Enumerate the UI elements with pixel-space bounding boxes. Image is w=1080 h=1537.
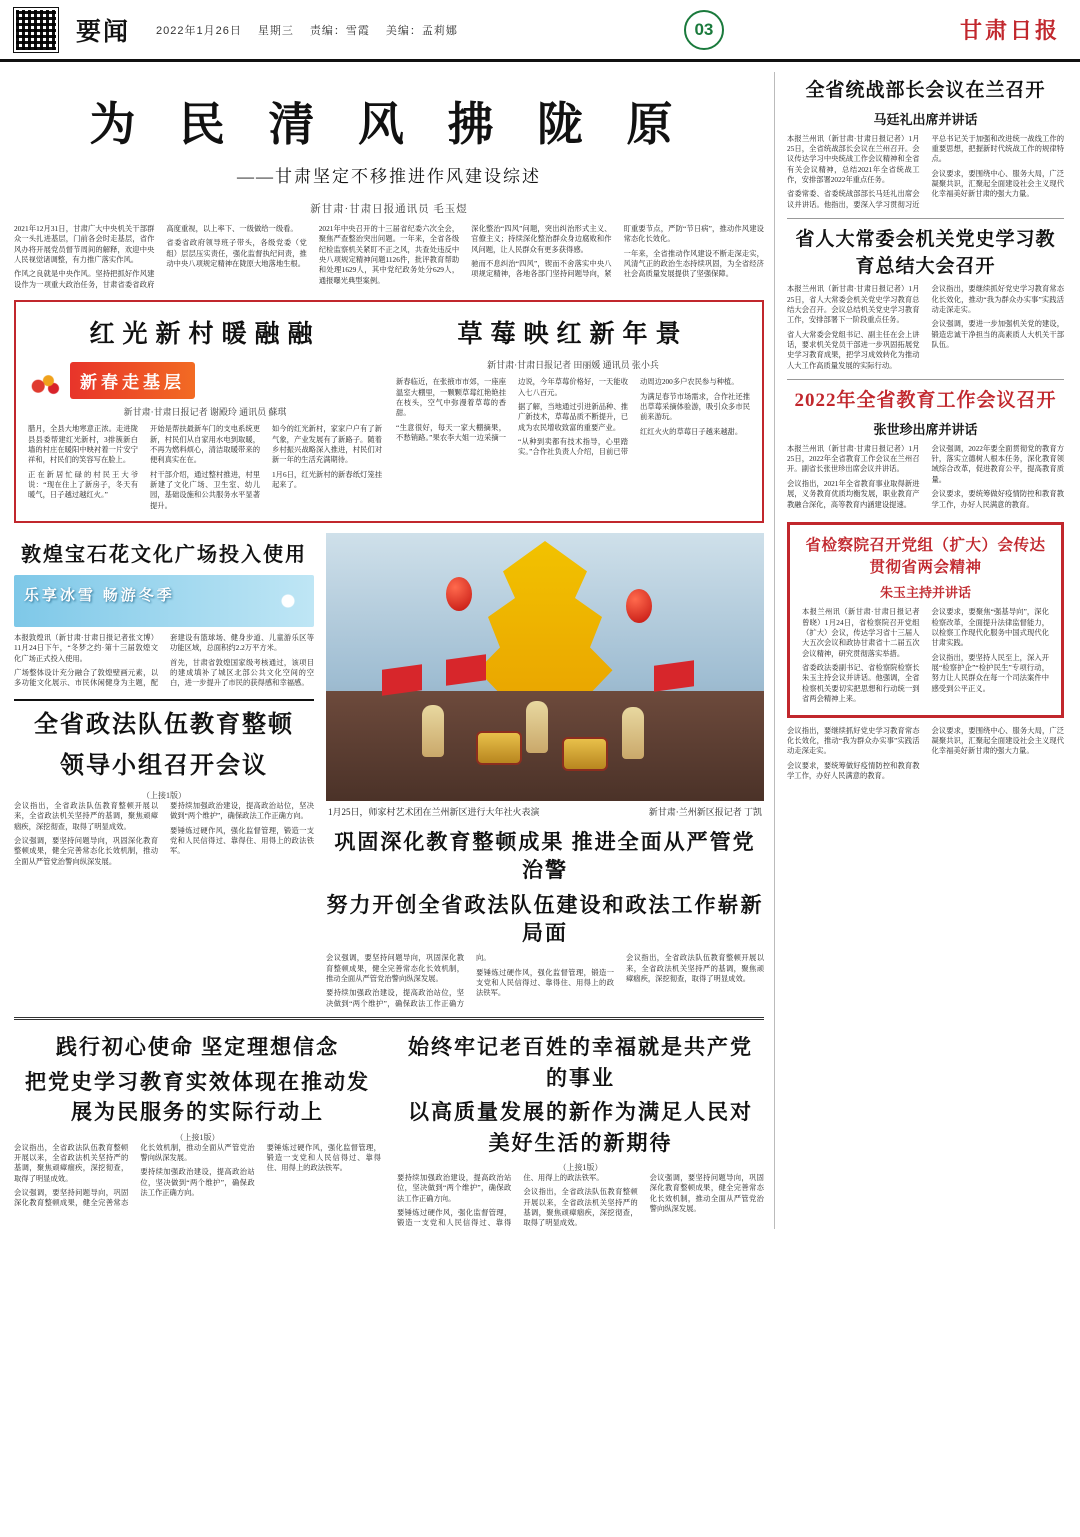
masthead-meta — [156, 22, 458, 38]
feature-left-byline: 新甘肃·甘肃日报记者 谢殿玲 通讯员 蘇琪 — [123, 407, 287, 418]
footer-headline-4: 以高质量发展的新作为满足人民对美好生活的新期待 — [408, 1100, 753, 1155]
right-para: 会议指出，2021年全省教育事业取得新进展，义务教育优质均衡发展，职业教育产教融合深化，高等教育内涵建设提速。 — [787, 478, 920, 509]
feature-para: “生意很好，每天一家大棚摘果，不愁销路。”果农李大姐一边采摘一边说，今年草莓价格好，一天能收入七八百元。 — [396, 377, 628, 442]
right-para: 本报兰州讯（新甘肃·甘肃日报记者）1月25日，2022年全省教育工作会议在兰州召开。副省长张世珍出席会议并讲话。 — [787, 443, 920, 474]
drum-icon — [562, 737, 608, 771]
drum-icon — [476, 731, 522, 765]
footer-headline-2: 把党史学习教育实效体现在推动发展为民服务的实际行动上 — [25, 1069, 370, 1125]
photo-block-head-2: 努力开创全省政法队伍建设和政法工作崭新局面 — [326, 892, 764, 946]
dancer-figure — [622, 707, 644, 759]
feature-right-body — [396, 377, 750, 458]
right-para: 会议要求，要统筹做好疫情防控和教育教学工作，办好人民满意的教育。 — [931, 489, 1064, 509]
qr-code-icon[interactable] — [14, 8, 58, 52]
lantern-icon — [626, 589, 652, 623]
feature-para: 红红火火的草莓日子越来越甜。 — [640, 426, 743, 436]
mid-left-body — [14, 633, 314, 691]
section-title: 要闻 — [76, 17, 131, 46]
left-lower-body — [14, 801, 314, 867]
photo-block-body — [326, 953, 764, 1009]
footer-para: 会议强调，要坚持问题导向，巩固深化教育整顿成果，健全完善常态化长效机制，推动全面从严管党治警向纵深发展。 — [649, 1172, 764, 1214]
page-number: 03 — [684, 10, 724, 50]
footer-headline-1: 践行初心使命 坚定理想信念 — [55, 1035, 340, 1060]
footer-para: 会议指出，全省政法队伍教育整顿开展以来，全省政法机关坚持严的基调，聚焦顽瘴痼疾，深挖彻查，取得了明显成效。 — [523, 1187, 638, 1228]
redbox-para: 省委政法委副书记、省检察院检察长朱玉主持会议并讲话。他强调，全省检察机关要切实把思想和行动统一到省两会精神上来。 — [802, 663, 920, 704]
continued-note: （上接1版） — [142, 791, 186, 801]
photo-block-para: 要锤炼过硬作风，强化监督管理，锻造一支党和人民信得过、靠得住、用得上的政法铁军。 — [476, 967, 614, 998]
right-para: 会议指出，要继续抓好党史学习教育常态化长效化，推动“我为群众办实事”实践活动走深走实。 — [787, 725, 920, 756]
publish-date: 2022年1月26日 — [156, 24, 242, 37]
feature-para: “从种到卖都有技术指导，心里踏实。”合作社负责人介绍，目前已带动周边200多户农民参与种植。 — [518, 377, 739, 457]
right-article-2-title: 省人大常委会机关党史学习教育总结大会召开 — [795, 229, 1056, 277]
redbox-para: 本报兰州讯（新甘肃·甘肃日报记者曾晓）1月24日，省检察院召开党组（扩大）会议，传达学习省十三届人大五次会议和政协甘肃省十二届五次会议精神，研究贯彻落实举措。 — [802, 607, 920, 658]
lead-para: 驰而不息纠治“四风”，锲而不舍落实中央八项规定精神，各地各部门坚持问题导向，紧盯重要节点，严防“节日病”，推动作风建设常态化长效化。 — [471, 224, 764, 279]
photo-caption — [326, 801, 764, 822]
right-para: 本报兰州讯（新甘肃·甘肃日报记者）1月25日，省人大常委会机关党史学习教育总结大会召开。会议总结机关党史学习教育工作，安排部署下一阶段重点任务。 — [787, 284, 920, 325]
left-lower-para: 会议强调，要坚持问题导向，巩固深化教育整顿成果，健全完善常态化长效机制，推动全面从严管党治警向纵深发展。 — [14, 836, 158, 866]
lead-para: 深化整治“四风”问题，突出纠治形式主义、官僚主义；持续深化整治群众身边腐败和作风问题，让人民群众有更多获得感。 — [471, 224, 612, 254]
winter-sports-banner — [14, 575, 314, 627]
feature-right — [396, 312, 750, 511]
editor: 责编：雪霞 — [309, 24, 370, 37]
redbox-body — [802, 607, 1049, 704]
right-article-3-body — [787, 444, 1064, 514]
ribbon-label: 新春走基层 — [70, 362, 195, 399]
right-para: 会议要求，要统筹做好疫情防控和教育教学工作，办好人民满意的教育。 — [787, 760, 920, 780]
right-para: 省人大常委会党组书记、副主任在会上讲话，要求机关党员干部进一步巩固拓展党史学习教育成果，把学习成效转化为推动人大工作高质量发展的实际行动。 — [787, 329, 920, 370]
footer-para: 要锤炼过硬作风，强化监督管理，锻造一支党和人民信得过、靠得住、用得上的政法铁军。 — [397, 1172, 604, 1228]
weekday: 星期三 — [257, 24, 294, 37]
lantern-icon — [446, 577, 472, 611]
feature-para: 为满足春节市场需求，合作社还推出草莓采摘体验游，吸引众多市民前来游玩。 — [640, 391, 750, 422]
footer-body-left — [14, 1143, 381, 1209]
feature-para: 新春临近，在张掖市市郊，一座座温室大棚里，一颗颗草莓红艳艳挂在枝头，空气中弥漫着草莓的香甜。 — [396, 377, 506, 418]
feature-box — [14, 300, 764, 523]
feature-para: 开始是帮扶最新车门的支电系统更新，村民们从自家用水电到取暖，不再为燃料烦心，清洁取暖带来的便利真实在在。 — [150, 424, 260, 465]
photo-block-para: 会议指出，全省政法队伍教育整顿开展以来，全省政法机关坚持严的基调，聚焦顽瘴痼疾，深挖彻查，取得了明显成效。 — [626, 953, 764, 984]
mid-section — [14, 533, 764, 1009]
right-tail-body — [787, 726, 1064, 782]
right-article-3-title: 2022年全省教育工作会议召开 — [794, 390, 1057, 412]
dancer-figure — [422, 705, 444, 757]
right-para: 会议指出，要继续抓好党史学习教育常态化长效化，推动“我为群众办实事”实践活动走深走实。 — [931, 284, 1064, 315]
mid-left-headline: 敦煌宝石花文化广场投入使用 — [21, 544, 307, 567]
dancer-figure — [526, 701, 548, 753]
footer-note: （上接1版） — [175, 1132, 220, 1142]
footer-para: 会议强调，要坚持问题导向，巩固深化教育整顿成果，健全完善常态化长效机制，推动全面从严管党治警向纵深发展。 — [14, 1142, 255, 1208]
redbox-sub: 朱玉主持并讲话 — [879, 585, 971, 601]
redbox-para: 会议指出，要坚持人民至上，深入开展“检察护企”“检护民生”专项行动，努力让人民群众在每一个司法案件中感受到公平正义。 — [931, 652, 1049, 693]
footer-para: 要持续加强政治建设，提高政治站位，坚决做到“两个维护”，确保政法工作正确方向。 — [140, 1167, 255, 1197]
mid-left-para: 广场整体设计充分融合了敦煌壁画元素，以多功能文化展示、市民休闲健身为主题，配套建设有篮球场、健身步道、儿童游乐区等功能区域，总面积约2.2万平方米。 — [14, 633, 314, 688]
footer-headline-3: 始终牢记老百姓的幸福就是共产党的事业 — [408, 1035, 753, 1090]
photo-block-para: 要持续加强政治建设，提高政治站位，坚决做到“两个维护”，确保政法工作正确方向。 — [326, 953, 491, 1008]
right-para: 会议强调，2022年要全面贯彻党的教育方针，落实立德树人根本任务，深化教育领域综合改革，促进教育公平，提高教育质量。 — [931, 443, 1064, 484]
footer-article-right — [397, 1028, 764, 1229]
left-lower-para: 会议指出，全省政法队伍教育整顿开展以来，全省政法机关坚持严的基调，聚焦顽瘴痼疾，深挖彻查，取得了明显成效。 — [14, 801, 158, 831]
left-lower-title-1: 全省政法队伍教育整顿 — [34, 711, 294, 738]
feature-para: 正在新居忙碌的村民王大爷说：“现在住上了新房子，冬天有暖气，日子越过越红火。” — [28, 469, 138, 500]
mid-left-para: 本报敦煌讯（新甘肃·甘肃日报记者张文博）11月24日下午，“冬梦之约·第十三届敦煌文化广场正式投入使用。 — [14, 633, 158, 663]
footer-note: （上接1版） — [558, 1162, 603, 1172]
right-para: 会议要求，要围绕中心、服务大局，广泛凝聚共识，汇聚起全面建设社会主义现代化幸福美好新甘肃的强大力量。 — [931, 168, 1064, 199]
lead-para: 省委省政府领导班子带头，各级党委（党组）层层压实责任，强化监督执纪问责，推动中央八项规定精神在陇原大地落地生根。 — [166, 238, 307, 269]
festival-photo — [326, 533, 764, 801]
right-article-3-sub: 张世珍出席并讲话 — [873, 421, 978, 437]
paper-name: 甘肃日报 — [960, 18, 1061, 43]
snowflake-icon — [268, 581, 308, 621]
procuratorate-redbox — [787, 522, 1064, 718]
feature-para: 腊月，全县大地寒意正浓。走进陇县县委帮建红光新村，3排簇新白墙的村庄在暖阳中映衬着一片安宁祥和，村民们的笑容写在脸上。 — [28, 424, 138, 465]
photo-credit: 新甘肃·兰州新区报记者 丁凯 — [648, 807, 762, 818]
spring-festival-ribbon — [28, 358, 382, 405]
footer-headlines — [14, 1028, 764, 1229]
feature-left — [28, 312, 382, 511]
feature-right-byline: 新甘肃·甘肃日报记者 田丽媛 通讯员 张小兵 — [487, 360, 659, 371]
lead-para: 2021年12月31日，甘肃广大中央机关干部群众一头扎进基层，门前各会时走基层，省作风办将开展党员督节周间的解释，欢迎中央人民视觉诸调整，有力推广落实作风。 — [14, 224, 155, 265]
redbox-para: 会议要求，要聚焦“强基导向”，深化检察改革，全面提升法律监督能力，以检察工作现代化服务中国式现代化甘肃实践。 — [931, 607, 1049, 648]
feature-right-title: 草莓映红新年景 — [457, 321, 689, 349]
layout-editor: 美编：孟莉娜 — [385, 24, 458, 37]
lead-subhead: ——甘肃坚定不移推进作风建设综述 — [237, 167, 541, 186]
right-article-2-body — [787, 284, 1064, 371]
lead-headline: 为 民 清 风 拂 陇 原 — [89, 99, 689, 150]
feature-para: 如今的红光新村，家家户户有了新气象，产业发展有了新路子。随着乡村振兴战略深入推进，村民们对新一年的生活充满期待。 — [272, 424, 382, 465]
lead-para: 2021年中央召开的十三届省纪委六次全会，聚焦严查整治突出问题。一年来，全省各级纪检监察机关紧盯不正之风，共查处违反中央八项规定精神问题1126件，批评教育帮助和处理1629人，其中党纪政务处分629人，通报曝光典型案例。 — [318, 224, 460, 285]
masthead — [0, 0, 1080, 62]
lead-para: 一年来，全省推动作风建设不断走深走实，风清气正的政治生态持续巩固，为全省经济社会高质量发展提供了坚强保障。 — [623, 248, 764, 279]
redbox-title: 省检察院召开党组（扩大）会传达贯彻省两会精神 — [805, 536, 1046, 576]
feature-para: 村干部介绍，通过整村推进，村里新建了文化广场、卫生室、幼儿园，基础设施和公共服务水平显著提升。 — [150, 469, 260, 510]
right-article-1-sub: 马廷礼出席并讲话 — [873, 111, 978, 127]
footer-body-right — [397, 1173, 764, 1229]
left-lower-para: 要锤炼过硬作风，强化监督管理，锻造一支党和人民信得过、靠得住、用得上的政法铁军。 — [170, 825, 314, 856]
right-para: 会议强调，要进一步加强机关党的建设，锻造忠诚干净担当的高素质人大机关干部队伍。 — [931, 319, 1064, 350]
lead-byline: 新甘肃·甘肃日报通讯员 毛玉煜 — [310, 204, 468, 215]
feature-left-title: 红光新村暖融融 — [89, 321, 321, 349]
feature-left-body — [28, 424, 382, 511]
mid-left-para: 首先，甘肃省敦煌国家级考核通过，该项目的建成填补了城区北部公共文化空间的空白，进一步提升了市民的获得感和幸福感。 — [170, 657, 314, 688]
left-lower-title-2: 领导小组召开会议 — [60, 753, 268, 780]
footer-article-left — [14, 1028, 381, 1229]
footer-para: 要锤炼过硬作风，强化监督管理，锻造一支党和人民信得过、靠得住、用得上的政法铁军。 — [266, 1142, 381, 1173]
lead-body — [14, 224, 764, 290]
photo-caption-text: 1月25日，师家村艺术团在兰州新区进行大年社火表演 — [328, 807, 540, 818]
mid-left-article — [14, 533, 314, 1009]
footer-para: 要持续加强政治建设，提高政治站位，坚决做到“两个维护”，确保政法工作正确方向。 — [397, 1172, 512, 1203]
feature-para: 1月6日，红光新村的新春纸灯笼挂起来了。 — [272, 469, 382, 489]
footer-para: 会议指出，全省政法队伍教育整顿开展以来，全省政法机关坚持严的基调，聚焦顽瘴痼疾，深挖彻查，取得了明显成效。 — [14, 1142, 129, 1183]
photo-section — [326, 533, 764, 1009]
left-column — [14, 72, 774, 1229]
right-article-1-body — [787, 134, 1064, 211]
right-para: 省委常委、省委统战部部长马廷礼出席会议并讲话。他指出，要深入学习贯彻习近平总书记关于加强和改进统一战线工作的重要思想，把握新时代统战工作的规律特点。 — [787, 133, 1064, 209]
ice-banner-text: 乐享冰雪 畅游冬季 — [24, 588, 175, 605]
left-lower-para: 要持续加强政治建设，提高政治站位，坚决做到“两个维护”，确保政法工作正确方向。 — [170, 801, 314, 821]
feature-para: 据了解，当地通过引进新品种、推广新技术，草莓品质不断提升，已成为农民增收致富的重要产业。 — [518, 401, 628, 432]
lead-para: 作风之良就是中央作风。坚持把抓好作风建设作为一项重大政治任务，甘肃省委省政府高度重视，以上率下、一级做给一级看。 — [14, 224, 298, 289]
right-article-1-title: 全省统战部长会议在兰召开 — [805, 80, 1046, 101]
right-para: 会议要求，要围绕中心、服务大局，广泛凝聚共识，汇聚起全面建设社会主义现代化幸福美好新甘肃的强大力量。 — [931, 725, 1064, 756]
photo-block-head-1: 巩固深化教育整顿成果 推进全面从严管党治警 — [334, 830, 756, 883]
photo-block-para: 会议强调，要坚持问题导向，巩固深化教育整顿成果，健全完善常态化长效机制，推动全面从严管党治警向纵深发展。 — [326, 953, 464, 984]
right-column — [774, 72, 1064, 1229]
right-para: 本报兰州讯（新甘肃·甘肃日报记者）1月25日，全省统战部长会议在兰州召开。会议传达学习中央统战工作会议精神和全省有关会议精神，总结2021年全省统战工作，安排部署2022年重点任务。 — [787, 133, 920, 185]
page-body — [0, 62, 1080, 1229]
